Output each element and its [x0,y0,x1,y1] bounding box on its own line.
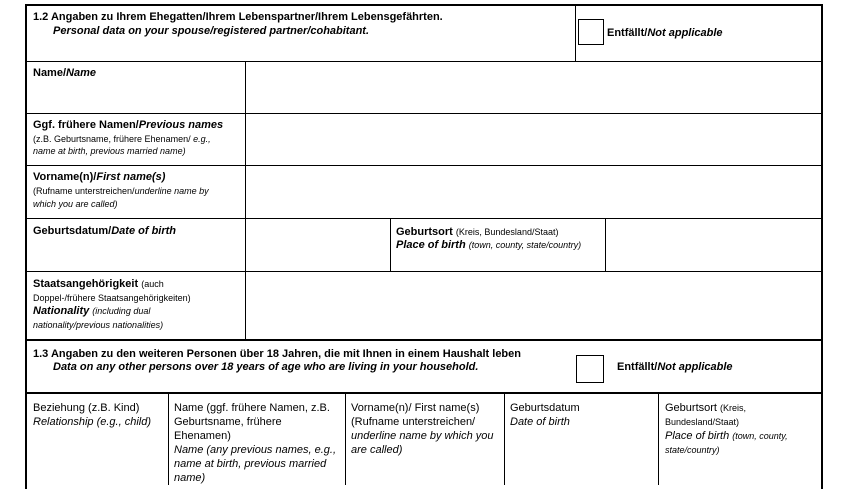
first-names-label: Vorname(n)/First name(s) [33,171,166,183]
header-divider [575,6,576,61]
nationality-label-de: Staatsangehörigkeit (auch [33,278,164,290]
row-line [26,165,822,166]
first-names-hint: (Rufname unterstreichen/underline name by [33,186,209,196]
section-divider [26,339,822,341]
name-label: Name/Name [33,67,96,79]
place-of-birth-label-de: Geburtsort (Kreis, Bundesland/Staat) [396,226,559,238]
nationality-hint-de: Doppel-/frühere Staatsangehörigkeiten) [33,293,191,303]
spouse-nationality-field[interactable] [247,273,821,339]
section-1-3-subtitle: Data on any other persons over 18 years of age who are living in your household. [53,361,479,373]
col-divider [504,393,505,485]
previous-names-hint: (z.B. Geburtsname, frühere Ehenamen/ e.g., [33,134,211,144]
spouse-name-field[interactable] [247,63,821,112]
not-applicable-checkbox-1-3[interactable] [576,355,604,383]
date-of-birth-label: Geburtsdatum/Date of birth [33,225,177,237]
col-divider [345,393,346,485]
not-applicable-label-1-3: Entfällt/Not applicable [617,361,733,373]
spouse-previous-names-field[interactable] [247,115,821,164]
previous-names-label: Ggf. frühere Namen/Previous names [33,119,224,131]
not-applicable-label-1-2: Entfällt/Not applicable [607,27,723,39]
row-line [26,271,822,272]
spouse-date-of-birth-field[interactable] [247,220,389,270]
pob-divider [605,218,606,271]
col-divider [658,393,659,485]
section-divider [26,392,822,394]
row-line [26,218,822,219]
dob-divider [390,218,391,271]
nationality-label-en: Nationality (including dual [33,305,151,317]
spouse-place-of-birth-field[interactable] [607,220,821,270]
col-divider [168,393,169,485]
section-1-3-title: 1.3 Angaben zu den weiteren Personen über 18 Jahren, die mit Ihnen in einem Haushalt leben [33,348,521,360]
spouse-first-names-field[interactable] [247,167,821,216]
nationality-hint-en: nationality/previous nationalities) [33,320,164,330]
first-names-hint-en: which you are called) [33,199,118,209]
row-line [26,113,822,114]
label-col-divider [245,61,246,340]
previous-names-hint-en: name at birth, previous married name) [33,146,186,156]
not-applicable-checkbox-1-2[interactable] [578,19,604,45]
row-line [26,61,822,62]
place-of-birth-label-en: Place of birth (town, county, state/country) [396,239,582,251]
section-1-2-title: 1.2 Angaben zu Ihrem Ehegatten/Ihrem Lebenspartner/Ihrem Lebensgefährten. [33,11,443,23]
section-1-2-subtitle: Personal data on your spouse/registered partner/cohabitant. [53,25,370,37]
